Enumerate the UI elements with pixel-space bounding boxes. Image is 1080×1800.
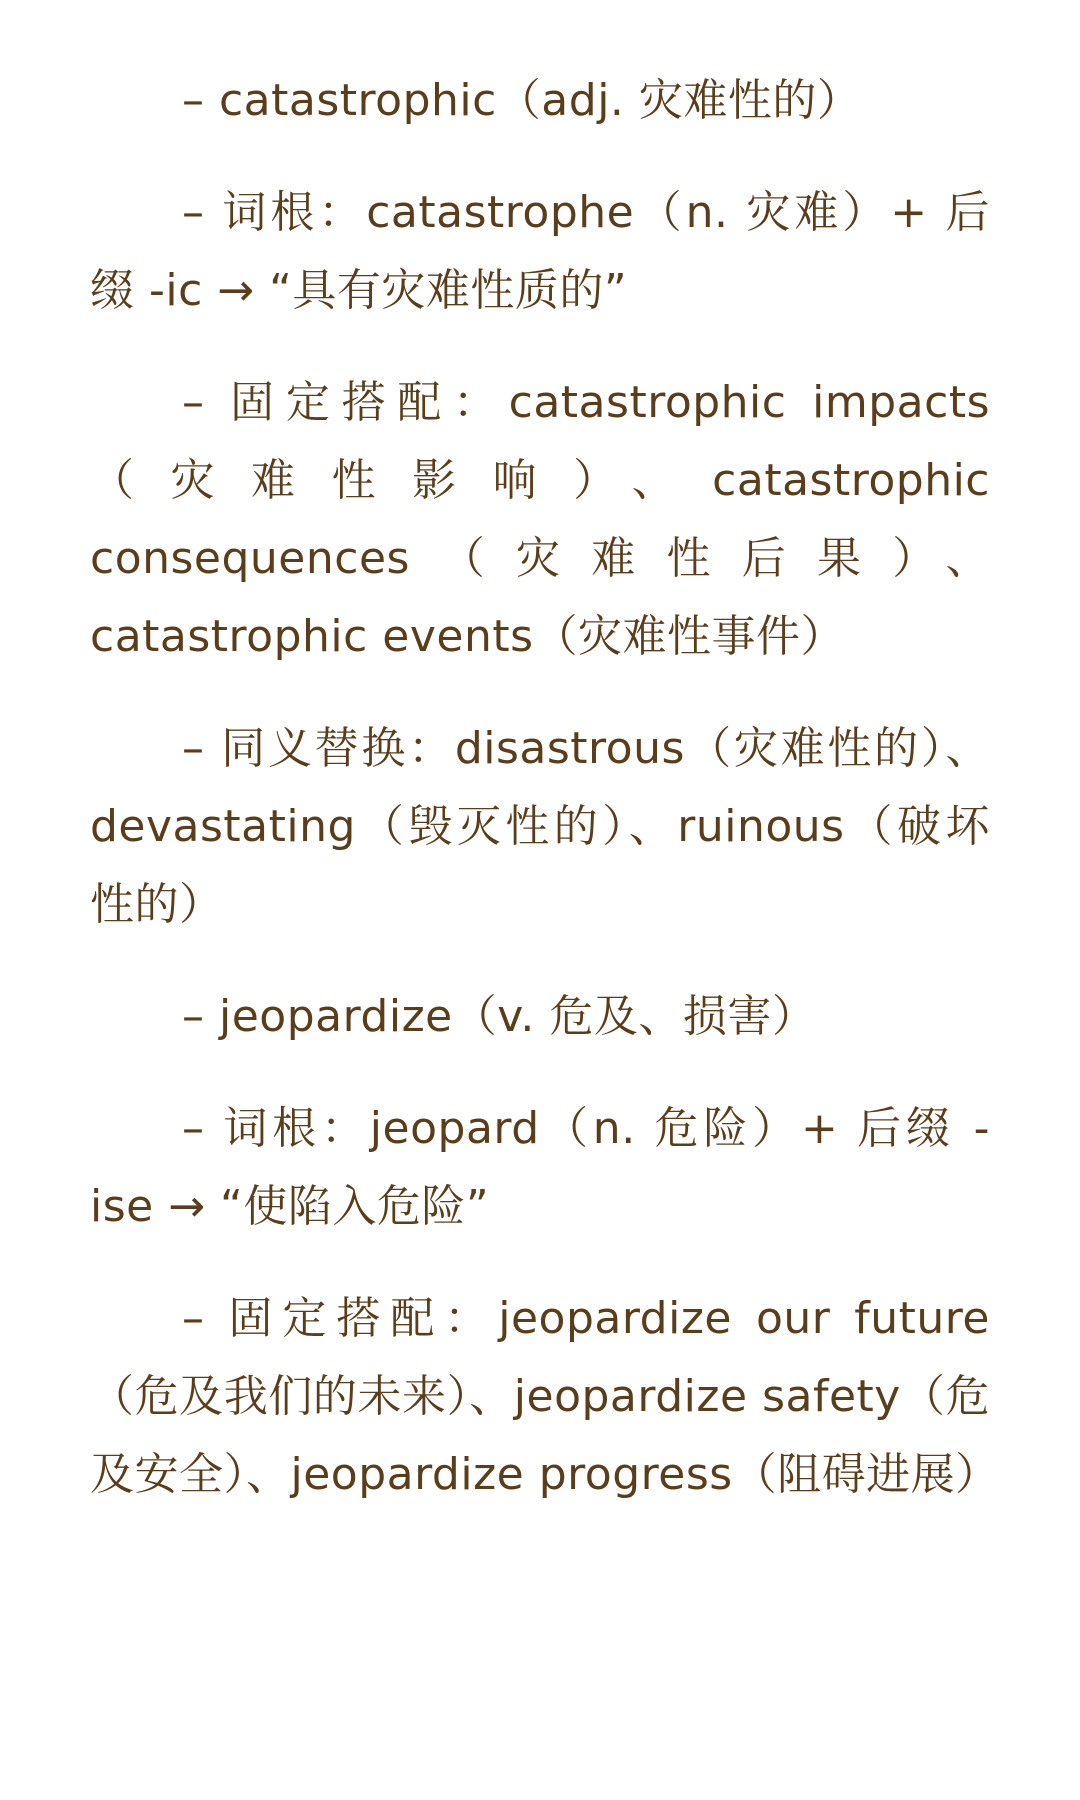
jeopardize-heading: – jeopardize（v. 危及、损害）: [182, 991, 817, 1042]
catastrophic-root: – 词根：catastrophe（n. 灾难）+ 后缀 -ic → “具有灾难性质的”: [90, 187, 990, 316]
jeopardize-collocations: – 固定搭配：jeopardize our future（危及我们的未来）、jeopardize safety（危及安全）、jeopardize progress（阻碍进展）: [90, 1293, 1000, 1500]
jeopardize-root: – 词根：jeopard（n. 危险）+ 后缀 -ise → “使陷入危险”: [90, 1103, 990, 1232]
catastrophic-synonyms: – 同义替换：disastrous（灾难性的）、devastating（毁灭性的）、ruinous（破坏性的）: [90, 723, 990, 930]
catastrophic-heading: – catastrophic（adj. 灾难性的）: [182, 75, 862, 126]
catastrophic-collocations: – 固定搭配：catastrophic impacts（灾难性影响）、catastrophic consequences（灾难性后果）、catastrophic events（灾难性事件）: [90, 377, 990, 662]
